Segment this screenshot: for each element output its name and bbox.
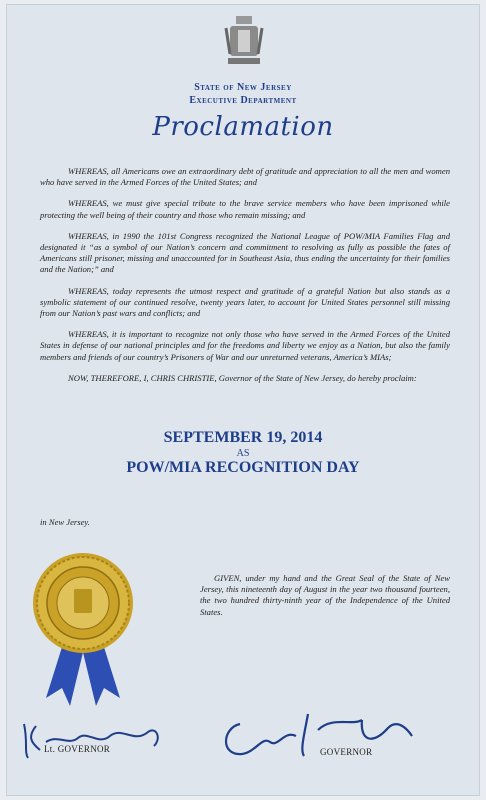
whereas-paragraph-1: WHEREAS, all Americans owe an extraordinary debt of gratitude and appreciation to all the men and women who have served in the Armed Forces of the United States; and xyxy=(40,166,450,188)
lt-governor-label: Lt. GOVERNOR xyxy=(44,744,111,754)
page-title: Proclamation xyxy=(152,112,334,142)
governor-signature-icon xyxy=(212,706,422,766)
proclaimed-day-name: POW/MIA RECOGNITION DAY xyxy=(126,459,360,476)
whereas-paragraph-2: WHEREAS, we must give special tribute to the brave service members who have been imprisoned while protecting the well being of their country and those who remain missing; and xyxy=(40,198,450,220)
header-state-line: State of New Jersey xyxy=(194,82,292,93)
gold-seal-icon xyxy=(28,548,138,708)
proclamation-body xyxy=(40,166,450,394)
proclaimed-date: SEPTEMBER 19, 2014 xyxy=(163,429,323,446)
proclaimed-as: AS xyxy=(236,448,250,459)
governor-label: GOVERNOR xyxy=(320,747,373,757)
given-statement: GIVEN, under my hand and the Great Seal of the State of New Jersey, this nineteenth day of August in the year two thousand fourteen, the two hundred thirty-ninth year of the Independence of the United States. xyxy=(200,573,450,617)
whereas-paragraph-5: WHEREAS, it is important to recognize not only those who have served in the Armed Forces of the United States in defense of our national principles and for the freedoms and liberty we enjoy as a Nation, but also the family members and friends of our country’s Prisoners of War and our unreturned veterans, America’s MIAs; xyxy=(40,329,450,362)
whereas-paragraph-4: WHEREAS, today represents the utmost respect and gratitude of a grateful Nation but also stands as a symbolic statement of our continued resolve, twenty years later, to account for United States personnel still missing from our Nation’s past wars and conflicts; and xyxy=(40,285,450,319)
state-seal-crest-icon xyxy=(222,14,266,68)
lt-governor-signature-icon xyxy=(18,712,168,762)
proclaimed-location: in New Jersey. xyxy=(40,517,90,527)
header-department-line: Executive Department xyxy=(189,95,297,106)
whereas-paragraph-3: WHEREAS, in 1990 the 101st Congress recognized the National League of POW/MIA Families Flag and designated it “as a symbol of our Nation’s concern and commitment to resolving as fully as possible the fates of Americans still prisoner, missing and unaccounted for in Southeast Asia, thus ending the uncertainty for their families and the Nation;” and xyxy=(40,230,450,275)
therefore-paragraph: NOW, THEREFORE, I, CHRIS CHRISTIE, Governor of the State of New Jersey, do hereby proclaim: xyxy=(68,372,417,383)
